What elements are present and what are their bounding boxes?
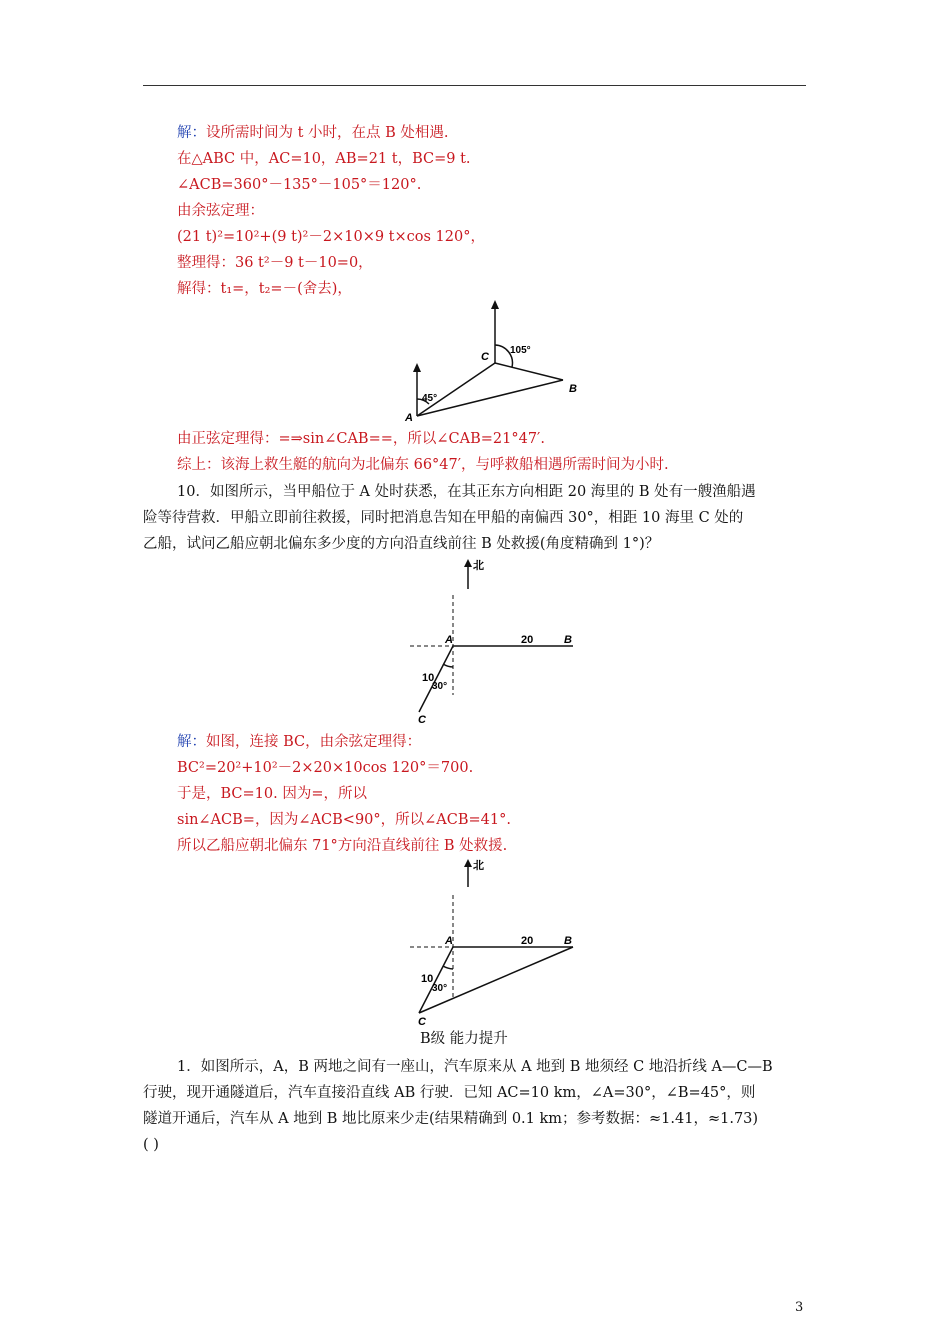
distance-10-label: 10 xyxy=(421,973,434,985)
distance-20-label: 20 xyxy=(521,935,534,947)
problem1-line-1: 1．如图所示，A，B 两地之间有一座山，汽车原来从 A 地到 B 地须经 C 地沿折线 A—C—B xyxy=(177,1059,773,1075)
problem10-line-1: 10．如图所示，当甲船位于 A 处时获悉，在其正东方向相距 20 海里的 B 处有一艘渔船遇 xyxy=(177,484,756,500)
solution2-line-3: 于是，BC=10. 因为=，所以 xyxy=(177,786,367,802)
solution2-line-2: BC²=20²+10²－2×20×10cos 120°＝700. xyxy=(177,760,474,776)
solution1-line-4: 由余弦定理： xyxy=(177,203,264,219)
triangle-figure-1 xyxy=(395,298,595,428)
section-title: B级 能力提升 xyxy=(420,1031,508,1047)
page-number: 3 xyxy=(795,1300,804,1315)
solution1-line-7: 解得：t₁=，t₂=－(舍去)， xyxy=(177,281,352,297)
distance-10-label: 10 xyxy=(422,672,435,684)
problem1-line-3: 隧道开通后，汽车从 A 地到 B 地比原来少走(结果精确到 0.1 km；参考数据：≈1.41，≈1.73) xyxy=(143,1111,759,1127)
problem1-answer-blank: ( ) xyxy=(143,1137,159,1153)
label-a: A xyxy=(445,935,453,947)
label-a: A xyxy=(405,412,413,424)
solution2-line-5: 所以乙船应朝北偏东 71°方向沿直线前往 B 处救援. xyxy=(177,838,508,854)
solution-label: 解： xyxy=(177,125,206,141)
solution1-line-5: (21 t)²=10²+(9 t)²－2×10×9 t×cos 120°， xyxy=(177,229,485,245)
problem10-line-2: 险等待营救．甲船立即前往救援，同时把消息告知在甲船的南偏西 30°，相距 10 海里 C 处的 xyxy=(143,510,744,526)
solution1-line-6: 整理得：36 t²－9 t－10=0， xyxy=(177,255,373,271)
label-45-degrees: 45° xyxy=(422,393,438,404)
solution1-line-1: 解：设所需时间为 t 小时，在点 B 处相遇. xyxy=(177,125,449,141)
label-c: C xyxy=(418,1016,426,1028)
label-b: B xyxy=(564,935,572,947)
label-c: C xyxy=(418,714,426,726)
solution1-sine-line: 由正弦定理得：=⇒sin∠CAB==，所以∠CAB=21°47′. xyxy=(177,431,545,447)
label-c: C xyxy=(481,351,489,363)
north-label: 北 xyxy=(473,560,484,572)
problem1-line-2: 行驶，现开通隧道后，汽车直接沿直线 AB 行驶．已知 AC=10 km，∠A=30°，∠B=45°，则 xyxy=(143,1085,756,1101)
solution1-summary-line: 综上：该海上救生艇的航向为北偏东 66°47′，与呼救船相遇所需时间为小时. xyxy=(177,457,669,473)
ship-figure-2 xyxy=(405,555,585,727)
solution1-line-3: ∠ACB=360°－135°－105°＝120°. xyxy=(177,177,422,193)
problem10-line-3: 乙船，试问乙船应朝北偏东多少度的方向沿直线前往 B 处救援(角度精确到 1°)？ xyxy=(143,536,660,552)
solution1-line-2: 在△ABC 中，AC=10，AB=21 t，BC=9 t. xyxy=(177,151,471,167)
solution2-line-1: 解：如图，连接 BC，由余弦定理得： xyxy=(177,734,422,750)
solution2-line-4: sin∠ACB=，因为∠ACB<90°，所以∠ACB=41°. xyxy=(177,812,511,828)
label-b: B xyxy=(569,383,577,395)
label-a: A xyxy=(445,634,453,646)
north-label: 北 xyxy=(473,860,484,872)
label-105-degrees: 105° xyxy=(510,345,531,356)
ship-figure-3 xyxy=(405,853,585,1028)
angle-30-label: 30° xyxy=(432,681,448,692)
label-b: B xyxy=(564,634,572,646)
angle-30-label: 30° xyxy=(432,983,448,994)
header-rule xyxy=(143,85,806,86)
solution-label: 解： xyxy=(177,734,206,750)
distance-20-label: 20 xyxy=(521,634,534,646)
